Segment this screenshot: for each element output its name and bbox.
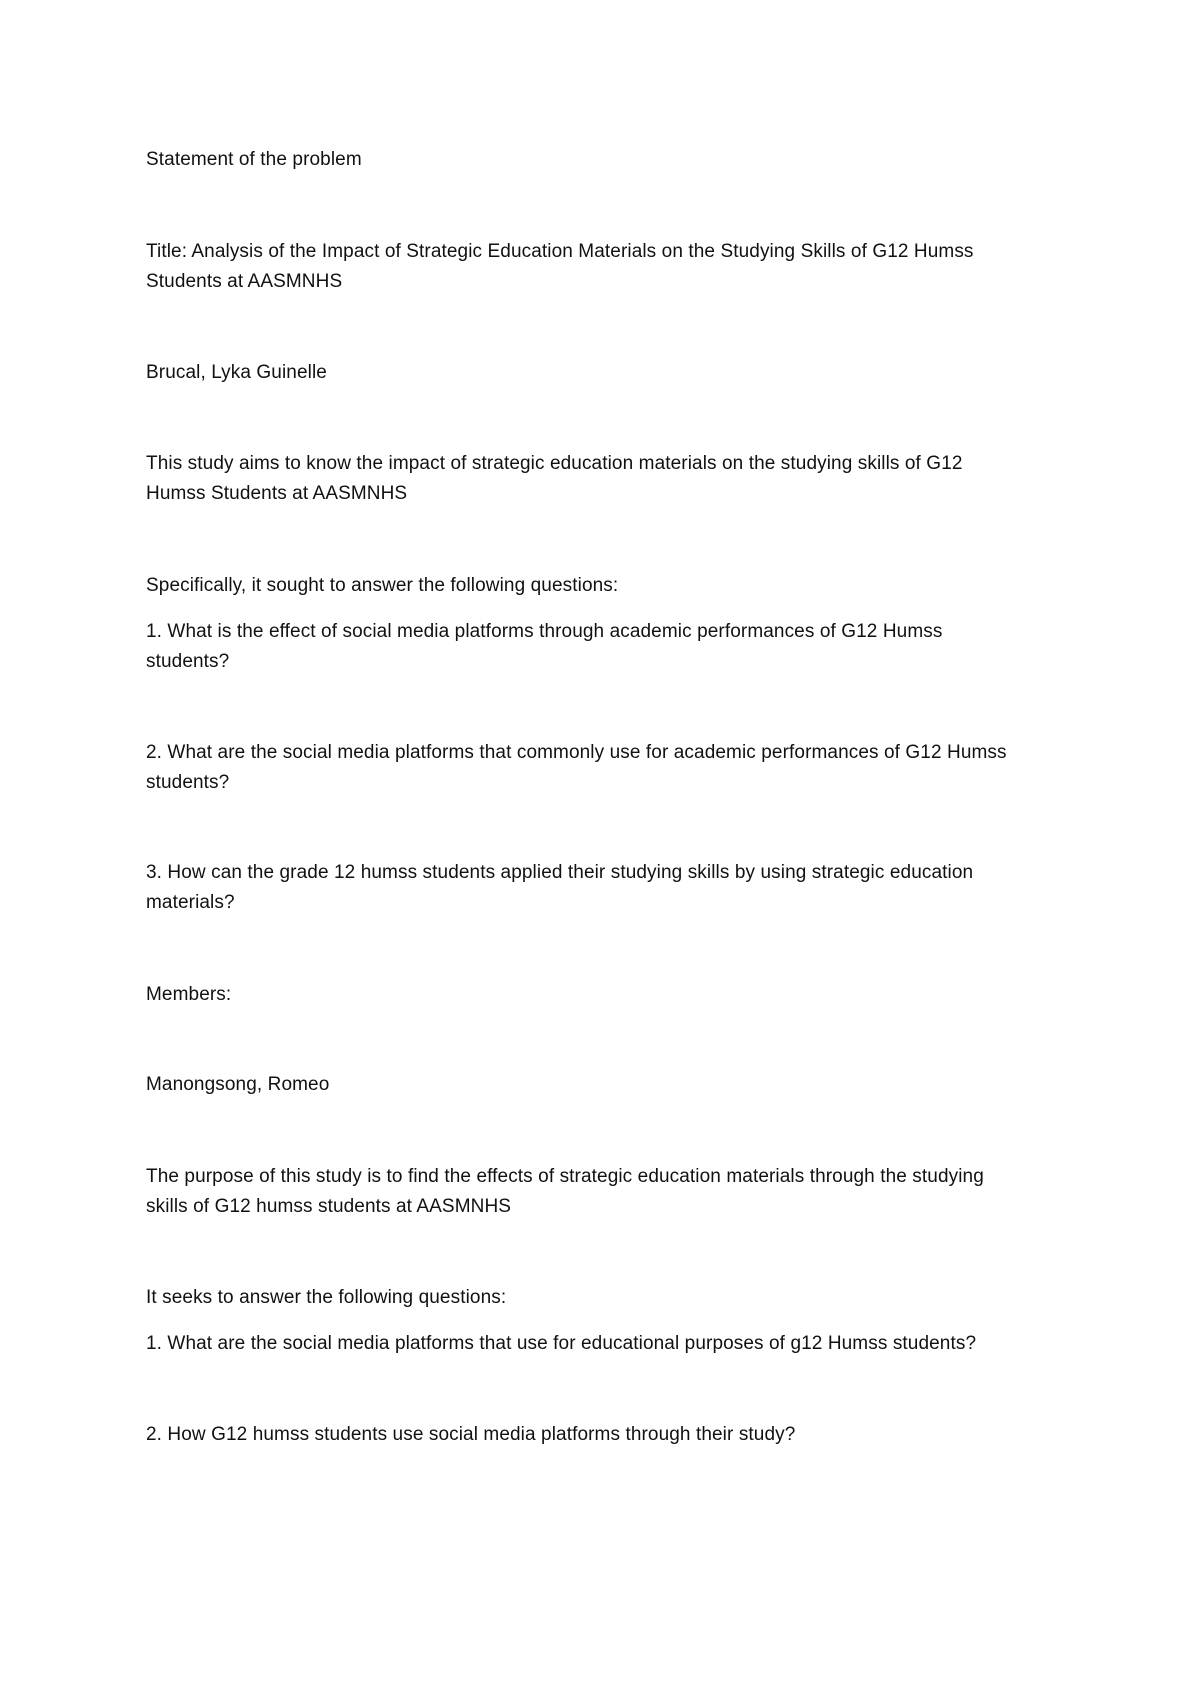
seeks-intro: It seeks to answer the following questions: [146,1287,507,1308]
aim-line-2: Humss Students at AASMNHS [146,483,408,504]
question-2-line-2: students? [146,772,230,793]
title-line-2: Students at AASMNHS [146,271,343,292]
seeks-question-2: 2. How G12 humss students use social media platforms through their study? [146,1424,796,1445]
purpose-line-1: The purpose of this study is to find the effects of strategic education materials through the studying [146,1166,984,1187]
members-label: Members: [146,984,232,1005]
purpose-line-2: skills of G12 humss students at AASMNHS [146,1196,512,1217]
author-name: Brucal, Lyka Guinelle [146,362,327,383]
question-3-line-1: 3. How can the grade 12 humss students applied their studying skills by using strategic education [146,862,974,883]
question-1-line-2: students? [146,651,230,672]
specifically-intro: Specifically, it sought to answer the following questions: [146,575,619,596]
title-line-1: Title: Analysis of the Impact of Strategic Education Materials on the Studying Skills of G12 Humss [146,241,974,262]
question-1-line-1: 1. What is the effect of social media platforms through academic performances of G12 Humss [146,621,943,642]
question-2-line-1: 2. What are the social media platforms that commonly use for academic performances of G12 Humss [146,742,1007,763]
seeks-question-1: 1. What are the social media platforms that use for educational purposes of g12 Humss students? [146,1333,977,1354]
question-3-line-2: materials? [146,892,235,913]
member-name: Manongsong, Romeo [146,1074,330,1095]
aim-line-1: This study aims to know the impact of strategic education materials on the studying skills of G12 [146,453,963,474]
document-heading: Statement of the problem [146,149,362,170]
